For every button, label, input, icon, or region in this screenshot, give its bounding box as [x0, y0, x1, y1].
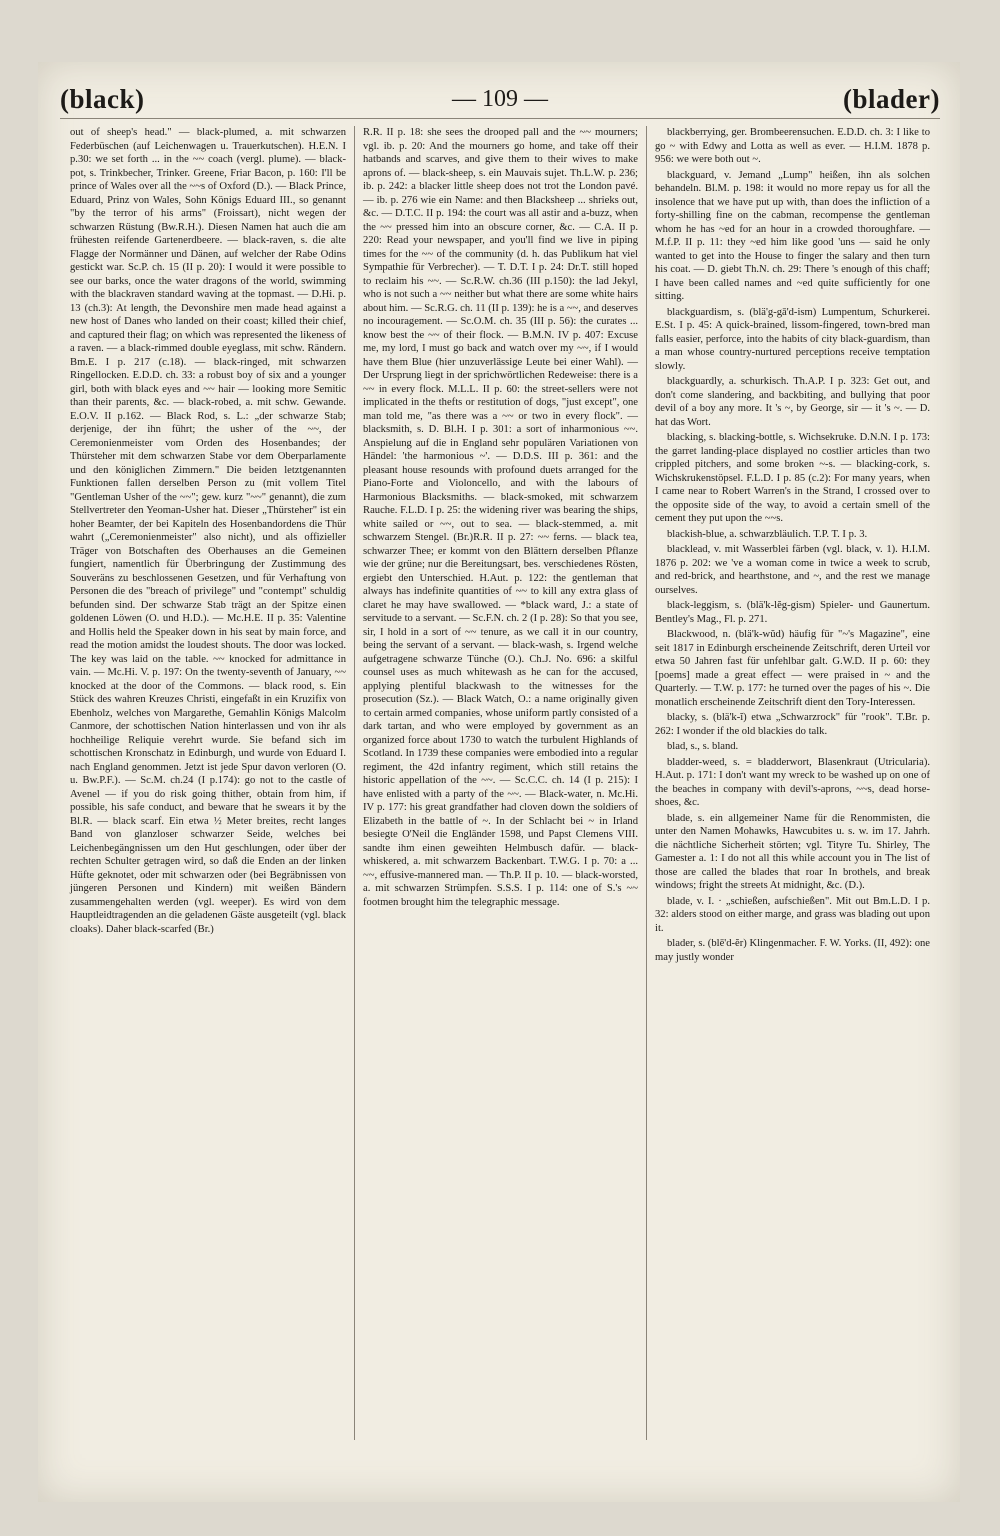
- entry-blad: blad, s., s. bland.: [667, 741, 739, 752]
- column-1: [62, 126, 354, 1440]
- entry-blackwood: Blackwood, n. (blä'k-wŭd) häufig für "~'s Magazine", eine seit 1817 in Edinburgh erscheinende Zeitschrift, deren Urteil vor etwa 50 Jahren fast für unfehlbar galt. G.W.D. II p. 60: they [poems] made a great effect — were praised in ~ and the Quarterly. — T.W. p. 177: he turned over the pages of his ~. Die monatlich erscheinende Zeitschrift dient den Tory-Interessen.: [655, 629, 930, 708]
- entry-blackguardism: blackguardism, s. (blä'g-gā'd-ism) Lumpentum, Schurkerei. E.St. I p. 45: A quick-brained, lissom-fingered, town-bred man falls easier, perforce, into the habits of city black-guardism, than a man whose country-nurtured perceptions receive temptation slowly.: [655, 306, 930, 372]
- running-head: [60, 84, 940, 128]
- entry-blackguard: blackguard, v. Jemand „Lump" heißen, ihn als solchen behandeln. Bl.M. p. 198: it would no more repay us for all the insolence that we have put up with, than does the infliction of a forty-shilling fine on the cabman, recompense the gentleman whom he has ~ed for an hour in a crowded thoroughfare. — M.f.P. II p. 11: they ~ed him like good 'uns — said he only wanted to get into the House to finger the salary and then turn his coat. — D. giebt Th.N. ch. 29: There 's enough of this chaff; I have been called names and ~ed quite sufficiently for one sitting.: [655, 169, 930, 302]
- entry-blacky: blacky, s. (blä'k-ĭ) etwa „Schwarzrock" für "rook". T.Br. p. 262: I wonder if the old blackies do talk.: [655, 712, 930, 737]
- entry-bladder-weed: bladder-weed, s. = bladderwort, Blasenkraut (Utricularia). H.Aut. p. 171: I don't want my wreck to be washed up on one of the beaches in company with devil's-aprons, ~~s, dead horse-shoes, &c.: [655, 756, 930, 808]
- column-2-text: R.R. II p. 18: she sees the drooped pall and the ~~ mourners; vgl. ib. p. 20: And the mourners go home, and take off their hatbands and scarves, and give them to their wives to make aprons of. — black-sheep, s. ein Mauvais sujet. Th.L.W. p. 236; ib. p. 242: a blacker little sheep does not trot the London pavé. — ib. p. 276 wie ein Name: and then Blacksheep ... shrieks out, &c. — D.T.C. II p. 194: the court was all astir and a-buzz, when the ~~ pressed him into an obscure corner, &c. — C.A. II p. 220: Read your newspaper, and you'll find we live in piping times for the ~~ of the community (d. h. das Publikum hat viel Sympathie für Verbrecher). — T. D.T. I p. 24: Dr.T. still hoped to reclaim his ~~. — Sc.R.W. ch.36 (III p.150): the lad Jekyl, who is not such a ~~ neither but what there are some white hairs about him. — Sc.R.G. ch. 11 (II p. 139): he is a ~~, and deserves no incouragement. — Sc.O.M. ch. 35 (III p. 56): the curates ... know best the ~~ of their flock. — B.M.N. IV p. 407: Excuse me, my lord, I must go back and watch over my ~~, if I would have them Blue (hier unzuverlässige Leute bei einer Wahl). — Der Ursprung liegt in der sprichwörtlichen Redeweise: there is a ~~ in every flock. M.L.L. II p. 60: the street-sellers were not implicated in the thefts or restitution of dogs, "just except", one man told me, "as there was a ~~ or two in every flock". — blacksmith, s. D. Bl.H. I p. 301: a sort of inharmonious ~~. Anspielung auf die in England sehr populären Variationen von Händel: 'the harmonious ~'. — D.D.S. III p. 361: and the pleasant house resounds with profound duets arranged for the Piano-Forte and Violoncello, and with the labours of Harmonious Blacksmiths. — black-smoked, mit schwarzem Rauche. F.L.D. I p. 25: the widening river was bearing the ships, white sailed or ~~, out to sea. — black-stemmed, a. mit schwarzem Stengel. (Br.)R.R. II p. 27: ~~ ferns. — black tea, schwarzer Thee; er kommt von den Blättern derselben Pflanze wie der grüne; nur die Bereitungsart, bes. verschiedenes Rösten, ergiebt den Unterschied. H.Aut. p. 122: the gentleman that always has indefinite quantities of ~~ to kill any extra glass of claret he may have swallowed. — *black ward, J.: a state of servitude to a servant. — Sc.F.N. ch. 2 (I p. 28): So that you see, sir, I hold in a sort of ~~ tenure, as we call it in our country, being the servant of a servant. — black-wash, s. Irgend welche aufgetragene schwarze Tünche (O.). Ch.J. No. 696: a skilful counsel uses as much whitewash as he can for the accused, applying plentiful blackwash to the witnesses for the prosecution (Sz.). — Black Watch, O.: a name originally given to certain armed companies, whose uniform partly consisted of a dark tartan, and who were employed by government as an organized force about 1730 to watch the turbulent Highlands of Scotland. In 1739 these companies were embodied into a regular regiment, the 42d infantry regiment, which still retains the historic appellation of the ~~. — Sc.C.C. ch. 14 (I p. 215): I have enlisted with a party of the ~~. — Black-water, n. Mc.Hi. IV p. 177: his great grandfather had cloven down the soldiers of Elizabeth in the battle of ~. In der Schlacht bei ~ in Irland besiegte O'Neil die Engländer 1598, und Papst Clemens VIII. sandte ihm einen geweihten Helmbusch dafür. — black-whiskered, a. mit schwarzem Backenbart. T.W.G. I p. 70: a ... ~~, effusive-mannered man. — Th.P. II p. 10. — black-worsted, a. mit schwarzen Strümpfen. S.S.S. I p. 114: one of S.'s ~~ footmen brought him the telegraphic message.: [363, 127, 638, 908]
- head-guide-word-right: (blader): [843, 84, 940, 114]
- text-columns: [62, 126, 938, 1440]
- entry-blacking: blacking, s. blacking-bottle, s. Wichsekruke. D.N.N. I p. 173: the garret landing-place displayed no costlier articles than two crippled pitchers, and some broken ~-s. — blacking-cork, s. Wichskrukenstöpsel. F.L.D. I p. 85 (c.2): For many years, when I came near to Robert Warren's in the Strand, I crossed over to the opposite side of the way, to avoid a certain smell of the cement they put upon the ~~s.: [655, 432, 930, 524]
- entry-blackberrying: blackberrying, ger. Brombeerensuchen. E.D.D. ch. 3: I like to go ~ with Edwy and Lotta as well as ever. — H.I.M. 1878 p. 956: we were both out ~.: [655, 127, 930, 165]
- entry-blader: blader, s. (blē'd-ĕr) Klingenmacher. F. W. Yorks. (II, 492): one may justly wonder: [655, 938, 930, 963]
- head-guide-word-left: (black): [60, 84, 145, 114]
- page-number: — 109 —: [452, 86, 548, 112]
- entry-blackguardly: blackguardly, a. schurkisch. Th.A.P. I p. 323: Get out, and don't come slandering, and backbiting, and bullying that poor devil of a boy any more. It 's ~, by George, sir — it 's ~. — D. hat das Wort.: [655, 376, 930, 428]
- entry-blackish-blue: blackish-blue, a. schwarzbläulich. T.P. T. I p. 3.: [667, 528, 868, 540]
- header-rule: [60, 118, 940, 119]
- column-3: [646, 126, 938, 1440]
- entry-blade-verb: blade, v. I. · „schießen, aufschießen". Mit out Bm.L.D. I p. 32: alders stood on either marge, and grass was blading out upon it.: [655, 895, 930, 934]
- entry-black-leggism: black-leggism, s. (blä'k-lĕg-gism) Spieler- und Gaunertum. Bentley's Mag., Fl. p. 271.: [655, 600, 930, 625]
- entry-blacklead: blacklead, v. mit Wasserblei färben (vgl. black, v. 1). H.I.M. 1876 p. 202: we 've a woman come in twice a week to scrub, and red-brick, and hearthstone, and ~, and the rest we manage ourselves.: [655, 544, 930, 596]
- column-2: [354, 126, 646, 1440]
- entry-blade-noun: blade, s. ein allgemeiner Name für die Renommisten, die unter den Namen Mohawks, Hawcubites u. s. w. im 17. Jahrh. die nächtliche Sicherheit störten; vgl. Tityre Tu. Shirley, The Gamester a. 1: I do not all this while account you in The list of those are called the blades that roar In brothels, and break windows; fright the streets At midnight, &c. (D.).: [655, 812, 930, 891]
- column-1-text: out of sheep's head." — black-plumed, a. mit schwarzen Federbüschen (auf Leichenwagen u. Trauerkutschen). H.E.N. I p.30: we set forth ... in the ~~ coach (vergl. plume). — black-pot, s. Trinkbecher, Trinker. Greene, Friar Bacon, p. 160: I'll be prince of Wales over all the ~~s of Oxford (D.). — Black Prince, Eduard, Prinz von Wales, Sohn Königs Eduard III., so genannt "by the terror of his arms" (Froissart), nicht wegen der schwarzen Rüstung (Bw.R.H.). Diesen Namen hat auch die am frühesten reifende Gartenerdbeere. — black-raven, s. die alte Flagge der Normänner und Dänen, auf welcher der Rabe Odins gestickt war. Sc.P. ch. 15 (II p. 20): I would it were possible to see our barks, once the water dragons of the world, swimming with the blackraven standard waving at the topmast. — D.Hi. p. 13 (ch.3): At length, the Devonshire men made head against a new host of Danes who landed on their coast; killed their chief, and captured their flag; on which was represented the likeness of a raven. — a black-rimmed double eyeglass, mit schw. Rändern. Bm.E. I p. 217 (c.18). — black-ringed, mit schwarzen Ringellocken. E.D.D. ch. 33: a robust boy of six and a younger girl, both with black eyes and ~~ hair — looking more Semitic than their parents, &c. — black-robed, a. mit schw. Gewande. E.O.V. II p.162. — Black Rod, s. L.: „der schwarze Stab; derjenige, der ihn führt; the usher of the ~~, der Ceremonienmeister vom Orden des Hosenbandes; der Thürsteher mit dem schwarzen Stabe vor dem Oberparlamente und den königlichen Zimmern." Die beiden letztgenannten Funktionen fallen derselben Person zu (mit vollem Titel "Gentleman Usher of the ~~"; gew. kurz "~~" genannt), die zum Stellvertreter den Yeoman-Usher hat. Dieser „Thürsteher" ist ein hoher Beamter, der bei Kapiteln des Hosenbandordens die Thür wahrt („Ceremonienmeister" also nicht), und als offizieller Träger von Botschaften des Oberhauses an die Gemeinen fungiert, namentlich für Überbringung der Zustimmung des Souveräns zu beschlossenen Gesetzen, und für Verhaftung von Personen die des "breach of privilege" und "contempt" schuldig befunden sind. Der schwarze Stab trägt an der Spitze einen goldenen Löwen (O. und H.D.). — Mc.H.E. II p. 35: Valentine and Hollis held the Speaker down in his seat by main force, and read the motion amidst the loudest shouts. The door was locked. The key was laid on the table. ~~ knocked for admittance in vain. — Mc.Hi. V. p. 197: On the twenty-seventh of January, ~~ knocked at the door of the Commons. — black rood, s. Ein Stück des wahren Kreuzes Christi, eingefaßt in ein Kruzifix von Ebenholz, welches von Margarethe, Gemahlin Königs Malcolm Canmore, der schottischen Nation hinterlassen und von ihr als hochheilige Reliquie verehrt wurde. Sie befand sich im schottischen Kronschatz in Edinburgh, und wurde von Eduard I. nach England genommen. Jetzt ist jede Spur davon verloren (O. u. Bw.P.F.). — Sc.M. ch.24 (I p.174): go not to the castle of Avenel — if you do risk going thither, obtain from him, if possible, his safe conduct, and beware that he swears it by the Bl.R. — black scarf. Ein etwa ½ Meter breites, recht langes Band von glanzloser schwarzer Seide, welches bei Leichenbegängnissen um den Hut geschlungen, oder über der rechten Schulter getragen wird, so daß die Enden an der linken Hüfte geknotet, oder mit schwarzen oder (bei Begräbnissen von jüngeren Personen und Kindern) mit weißen Bändern zusammengehalten werden (vgl. weeper). Es wird von dem Hauptleidtragenden an die geladenen Gäste ausgeteilt (vgl. black cloaks). Daher black-scarfed (Br.): [70, 127, 346, 935]
